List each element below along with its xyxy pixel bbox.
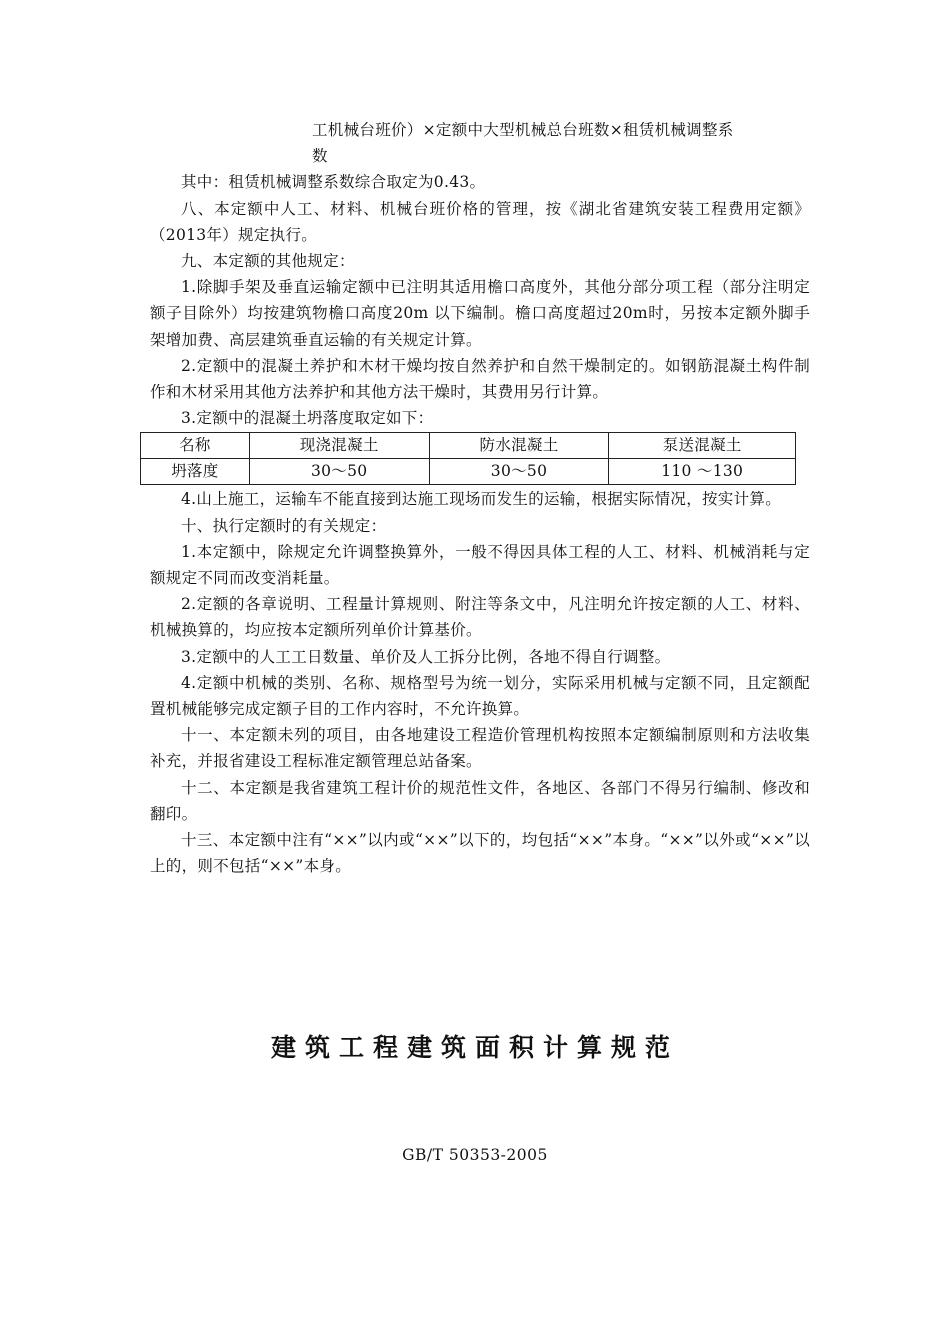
slump-table: [140, 432, 796, 485]
standard-code: GB/T 50353-2005: [402, 1146, 548, 1164]
paragraph: 1.除脚手架及垂直运输定额中已注明其适用檐口高度外，其他分部分项工程（部分注明定额子目除外）均按建筑物檐口高度20m 以下编制。檐口高度超过20m时，另按本定额外脚手架增加费、高层建筑垂直运输的有关规定计算。: [150, 278, 810, 349]
body-text: [150, 117, 810, 879]
paragraph: 2.定额中的混凝土养护和木材干燥均按自然养护和自然干燥制定的。如钢筋混凝土构件制作和木材采用其他方法养护和其他方法干燥时，其费用另行计算。: [150, 356, 810, 402]
table-cell: 防水混凝土: [429, 433, 609, 459]
paragraph: 八、本定额中人工、材料、机械台班价格的管理，按《湖北省建筑安装工程费用定额》（2013年）规定执行。: [150, 199, 810, 244]
table-cell: 坍落度: [141, 459, 250, 485]
section-title: 建筑工程建筑面积计算规范: [270, 1033, 679, 1062]
paragraph: 十一、本定额未列的项目，由各地建设工程造价管理机构按照本定额编制原则和方法收集补充，并报省建设工程标准定额管理总站备案。: [150, 726, 810, 771]
table-cell: 名称: [141, 433, 250, 459]
table-row: [141, 459, 796, 485]
paragraph: 十三、本定额中注有“××”以内或“××”以下的，均包括“××”本身。“××”以外或“××”以上的，则不包括“××”本身。: [150, 831, 810, 876]
table-cell: 泵送混凝土: [609, 433, 796, 459]
paragraph: 3.定额中的人工工日数量、单价及人工拆分比例，各地不得自行调整。: [181, 647, 671, 666]
table-header-row: [141, 433, 796, 459]
paragraph: 4.定额中机械的类别、名称、规格型号为统一划分，实际采用机械与定额不同，且定额配置机械能够完成定额子目的工作内容时，不允许换算。: [150, 673, 810, 719]
paragraph: 3.定额中的混凝土坍落度取定如下：: [181, 409, 434, 428]
paragraph-heading: 十、执行定额时的有关规定：: [181, 516, 387, 535]
paragraph: 4.山上施工，运输车不能直接到达施工现场而发生的运输，根据实际情况，按实计算。: [181, 490, 781, 509]
table-cell: 30～50: [249, 459, 429, 485]
table-cell: 30～50: [429, 459, 609, 485]
paragraph: 其中：租赁机械调整系数综合取定为0.43。: [181, 173, 486, 192]
paragraph: 十二、本定额是我省建筑工程计价的规范性文件，各地区、各部门不得另行编制、修改和翻印。: [150, 778, 810, 823]
paragraph: 2.定额的各章说明、工程量计算规则、附注等条文中，凡注明允许按定额的人工、材料、机械换算的，均应按本定额所列单价计算基价。: [150, 595, 810, 640]
table-cell: 现浇混凝土: [249, 433, 429, 459]
paragraph-heading: 九、本定额的其他规定：: [181, 252, 355, 271]
paragraph: 1.本定额中，除规定允许调整换算外，一般不得因具体工程的人工、材料、机械消耗与定额规定不同而改变消耗量。: [150, 542, 810, 588]
paragraph: 工机械台班价）×定额中大型机械总台班数×租赁机械调整系: [312, 121, 734, 139]
table-cell: 110 ～130: [609, 459, 796, 485]
paragraph: 数: [312, 147, 328, 166]
